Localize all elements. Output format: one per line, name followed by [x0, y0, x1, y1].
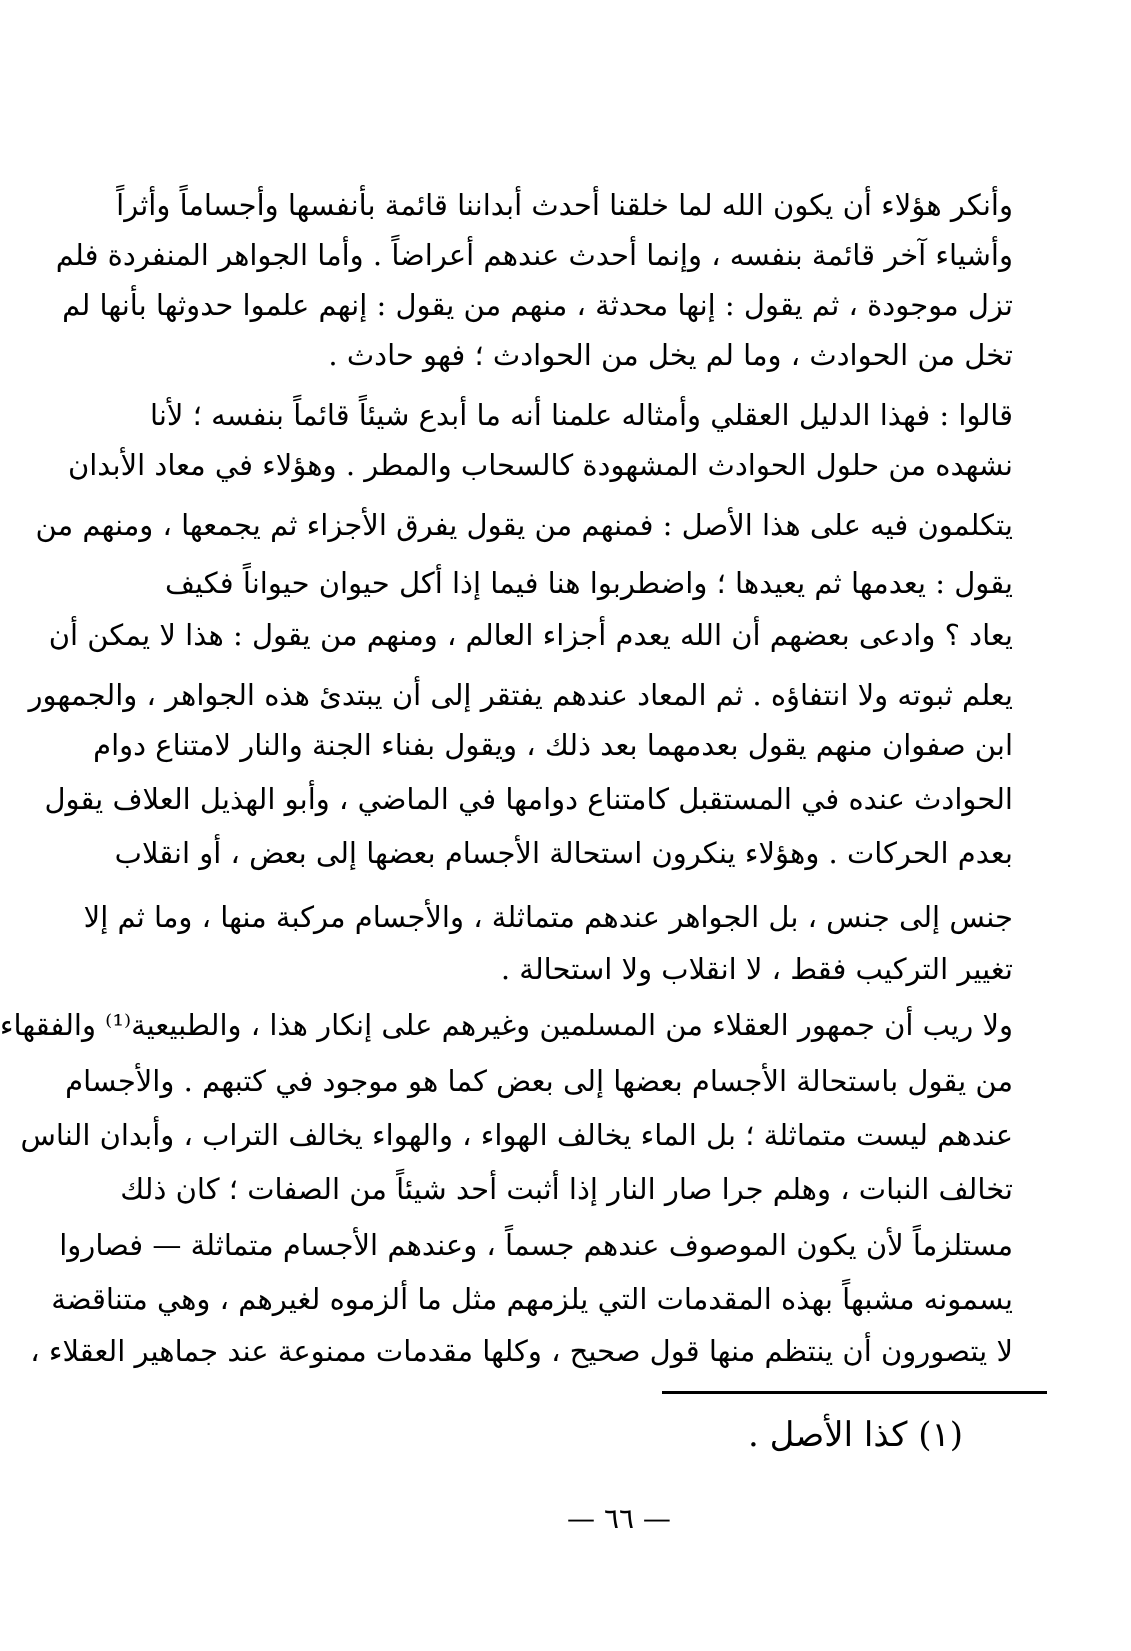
text-line: يتكلمون فيه على هذا الأصل : فمنهم من يقول يفرق الأجزاء ثم يجمعها ، ومنهم من — [35, 508, 1013, 542]
footnote-divider — [662, 1391, 1047, 1394]
text-line: يعلم ثبوته ولا انتفاؤه . ثم المعاد عندهم يفتقر إلى أن يبتدئ هذه الجواهر ، والجمهور — [28, 678, 1013, 712]
text-line: وأنكر هؤلاء أن يكون الله لما خلقنا أحدث أبداننا قائمة بأنفسها وأجساماً وأثراً — [116, 188, 1013, 222]
text-line: يسمونه مشبهاً بهذه المقدمات التي يلزمهم مثل ما ألزموه لغيرهم ، وهي متناقضة — [51, 1282, 1013, 1316]
text-line: بعدم الحركات . وهؤلاء ينكرون استحالة الأجسام بعضها إلى بعض ، أو انقلاب — [114, 836, 1013, 870]
text-line: يعاد ؟ وادعى بعضهم أن الله يعدم أجزاء العالم ، ومنهم من يقول : هذا لا يمكن أن — [48, 618, 1013, 652]
footnote: (١) كذا الأصل . — [748, 1415, 963, 1455]
text-line: تخالف النبات ، وهلم جرا صار النار إذا أثبت أحد شيئاً من الصفات ؛ كان ذلك — [120, 1172, 1013, 1206]
text-line: ابن صفوان منهم يقول بعدمهما بعد ذلك ، ويقول بفناء الجنة والنار لامتناع دوام — [93, 728, 1013, 762]
text-line: لا يتصورون أن ينتظم منها قول صحيح ، وكلها مقدمات ممنوعة عند جماهير العقلاء ، — [30, 1334, 1013, 1368]
text-line: مستلزماً لأن يكون الموصوف عندهم جسماً ، وعندهم الأجسام متماثلة — فصاروا — [59, 1228, 1013, 1262]
text-line: جنس إلى جنس ، بل الجواهر عندهم متماثلة ، والأجسام مركبة منها ، وما ثم إلا — [83, 900, 1013, 934]
text-line: قالوا : فهذا الدليل العقلي وأمثاله علمنا أنه ما أبدع شيئاً قائماً بنفسه ؛ لأنا — [149, 398, 1013, 432]
text-line: تزل موجودة ، ثم يقول : إنها محدثة ، منهم من يقول : إنهم علموا حدوثها بأنها لم — [62, 288, 1013, 322]
text-line: تغيير التركيب فقط ، لا انقلاب ولا استحالة . — [500, 952, 1013, 986]
text-line: نشهده من حلول الحوادث المشهودة كالسحاب والمطر . وهؤلاء في معاد الأبدان — [67, 448, 1013, 482]
page-number: — ٦٦ — — [567, 1502, 671, 1535]
text-line: عندهم ليست متماثلة ؛ بل الماء يخالف الهواء ، والهواء يخالف التراب ، وأبدان الناس — [20, 1118, 1013, 1152]
text-line: ولا ريب أن جمهور العقلاء من المسلمين وغيرهم على إنكار هذا ، والطبيعية⁽¹⁾ والفقهاء — [0, 1008, 1013, 1042]
text-line: من يقول باستحالة الأجسام بعضها إلى بعض كما هو موجود في كتبهم . والأجسام — [65, 1064, 1013, 1098]
text-line: وأشياء آخر قائمة بنفسه ، وإنما أحدث عندهم أعراضاً . وأما الجواهر المنفردة فلم — [55, 238, 1013, 272]
text-line: الحوادث عنده في المستقبل كامتناع دوامها في الماضي ، وأبو الهذيل العلاف يقول — [44, 782, 1013, 816]
text-line: تخل من الحوادث ، وما لم يخل من الحوادث ؛ فهو حادث . — [328, 338, 1013, 372]
text-line: يقول : يعدمها ثم يعيدها ؛ واضطربوا هنا فيما إذا أكل حيوان حيواناً فكيف — [165, 566, 1013, 600]
